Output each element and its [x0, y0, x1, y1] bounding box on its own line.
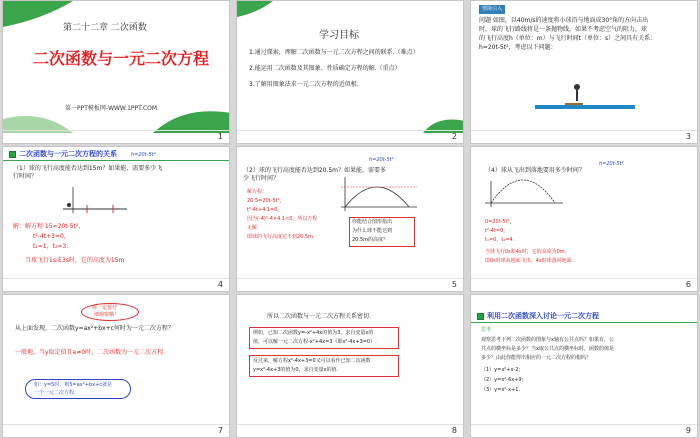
goal-3: 3.了解用图象法求一元二次方程的近似根.	[249, 81, 359, 88]
solution-line-6: 即球的飞行高度达不到20.5m.	[247, 234, 315, 240]
solution-line-3: t₁=1，t₂=3.	[33, 243, 69, 250]
slide-thumbnail-3[interactable]	[470, 0, 698, 144]
slide-thumbnail-5[interactable]	[236, 146, 464, 292]
slide-number: 6	[685, 280, 691, 289]
slide-number: 1	[217, 132, 223, 141]
slide-number: 7	[217, 426, 223, 435]
slide-thumbnail-4[interactable]	[2, 146, 230, 292]
example-box-1	[249, 327, 399, 349]
question: （4）球从飞出到落地要用多少时间？	[485, 167, 585, 174]
hint-line-1: 你能结合图形指出	[352, 219, 393, 225]
slide-thumbnail-9[interactable]	[470, 294, 698, 438]
slide-thumbnail-8[interactable]	[236, 294, 464, 438]
solution-line-2: 20.5=20t-5t²，	[247, 198, 285, 204]
example-1-line-2: 值，可以解一元二次方程-x²+4x=3（即x²-4x+3=0）.	[253, 339, 377, 345]
function-item-2: （2）y=x²-6x+9；	[481, 377, 527, 383]
solution-line-5: 无解.	[247, 225, 259, 231]
think-label: 思考	[481, 327, 492, 333]
logo-text: 第一PPT模板网-WWW.1PPT.COM	[65, 105, 158, 112]
conclusion-line-1: 当球飞行0s和4s时，它的高度为0m，	[485, 249, 570, 255]
example-box-2	[249, 355, 399, 377]
slide-number: 5	[451, 280, 457, 289]
slide-thumbnail-6[interactable]	[470, 146, 698, 292]
section-tag: 情境引入	[479, 5, 505, 14]
chapter-label: 第二十二章 二次函数	[63, 23, 147, 33]
section-heading: 利用二次函数深入讨论一元二次方程	[487, 312, 599, 320]
goal-1: 1.通过探索，理解二次函数与一元二次方程之间的联系.（难点）	[249, 49, 419, 56]
question-line-2: 行时间？	[13, 173, 38, 180]
slide-number: 9	[685, 426, 691, 435]
function-item-3: （3）y=x²-x+1.	[481, 387, 521, 393]
slide-thumbnail-1[interactable]	[2, 0, 230, 144]
conclusion-line-2: 即0s时球从地面飞出，4s时球落回地面.	[485, 258, 574, 264]
solution-line-2: t²-4t+3=0，	[33, 233, 70, 240]
solution-line-1: 解方程：	[247, 189, 268, 195]
slide-thumbnail-2[interactable]	[236, 0, 464, 144]
slide-thumbnail-7[interactable]	[2, 294, 230, 438]
hint-line-2: 为什么球不能达到	[352, 228, 393, 234]
conclusion: 当球飞行1s或3s时，它的高度为15m	[25, 257, 125, 264]
problem-line-2: 时，球的飞行路线将是一条抛物线，如果不考虑空气的阻力，球	[479, 26, 648, 33]
parabola-graph	[237, 147, 464, 279]
solution-line-1: 0=20t-5t²，	[485, 219, 515, 225]
prompt-line-2: 共点的横坐标是多少？当x取公共点的横坐标时，函数的值是	[481, 346, 614, 352]
question-line-1: （2）球的飞行高度能否达到20.5m？如果能，需要多	[243, 167, 387, 174]
question-line-2: 少飞行时间？	[243, 175, 280, 182]
problem-line-1: 问题 如图，以40m/s的速度将小球沿与地面成30°角的方向击出	[479, 17, 649, 24]
prompt-line-3: 多少？由此你能得出相应的一元二次方程的根吗？	[481, 355, 592, 361]
example-line-2: 一个一元二次方程.	[34, 390, 76, 396]
slide-title: 二次函数与一元二次方程	[33, 49, 210, 68]
question-line-1: （1）球的飞行高度能否达到15m？如果能，需要多少飞	[13, 165, 163, 172]
goal-2: 2.能运用二次函数及其图象、性质确定方程的解.（重点）	[249, 65, 401, 72]
slide-title: 学习目标	[319, 30, 359, 41]
problem-line-3: 的飞行高度h（单位：m）与飞行时间t（单位：s）之间具有关系：	[479, 35, 657, 42]
formula: h=20t-5t²	[369, 157, 394, 163]
bubble-line-2: 细观察哦！	[94, 312, 120, 318]
slide-number: 4	[217, 280, 223, 289]
hint-box	[349, 217, 415, 247]
golf-illustration	[471, 1, 698, 133]
solution-line-1: 解：解方程 15=20t-5t²，	[13, 223, 85, 230]
bullet-icon	[477, 313, 484, 320]
bubble-line-1: 你一定要仔	[92, 305, 118, 311]
slide-number: 2	[451, 132, 457, 141]
solution-line-2: t²-4t=0，	[485, 228, 509, 234]
answer: 一般地，当y取定值且a≠0时，二次函数为一元二次方程.	[15, 349, 165, 356]
example-1-line-1: 例如，已知二次函数y=-x²+4x的值为3，求自变量x的	[253, 330, 374, 336]
problem-line-4: h=20t-5t²，考虑以下问题：	[479, 44, 557, 51]
example-2-line-2: y=x²-4x+3的值为0，求自变量x的值.	[253, 367, 339, 373]
prompt-line-1: 观察思考下列二次函数的图象与x轴有公共点吗？如果有，公	[481, 337, 614, 343]
question: 从上面发现，二次函数y=ax²+bx+c何时为一元二次方程？	[15, 325, 174, 332]
section-heading: 二次函数与一元二次方程的关系	[19, 150, 117, 158]
solution-line-4: 因为(-4)²-4×4.1<0，所以方程	[247, 216, 318, 222]
formula: h=20t-5t²	[131, 152, 156, 158]
hint-line-3: 20.5m的高度？	[352, 237, 389, 243]
solution-line-3: t²-4t+4.1=0，	[247, 207, 283, 213]
speech-bubble	[81, 303, 139, 321]
example-box	[25, 379, 131, 399]
formula: h=20t-5t²	[599, 161, 624, 167]
slide-number: 3	[685, 132, 691, 141]
example-2-line-1: 反过来，解方程x²-4x+3=0又可以看作已知二次函数	[253, 358, 371, 364]
solution-line-3: t₁=0，t₂=4.	[485, 237, 515, 243]
intro-text: 所以二次函数与一元二次方程关系密切.	[267, 313, 371, 320]
slide-number: 8	[451, 426, 457, 435]
function-item-1: （1）y=x²+x-2；	[481, 367, 524, 373]
example-line-1: 如：y=5时，则5=ax²+bx+c就是	[34, 382, 112, 388]
